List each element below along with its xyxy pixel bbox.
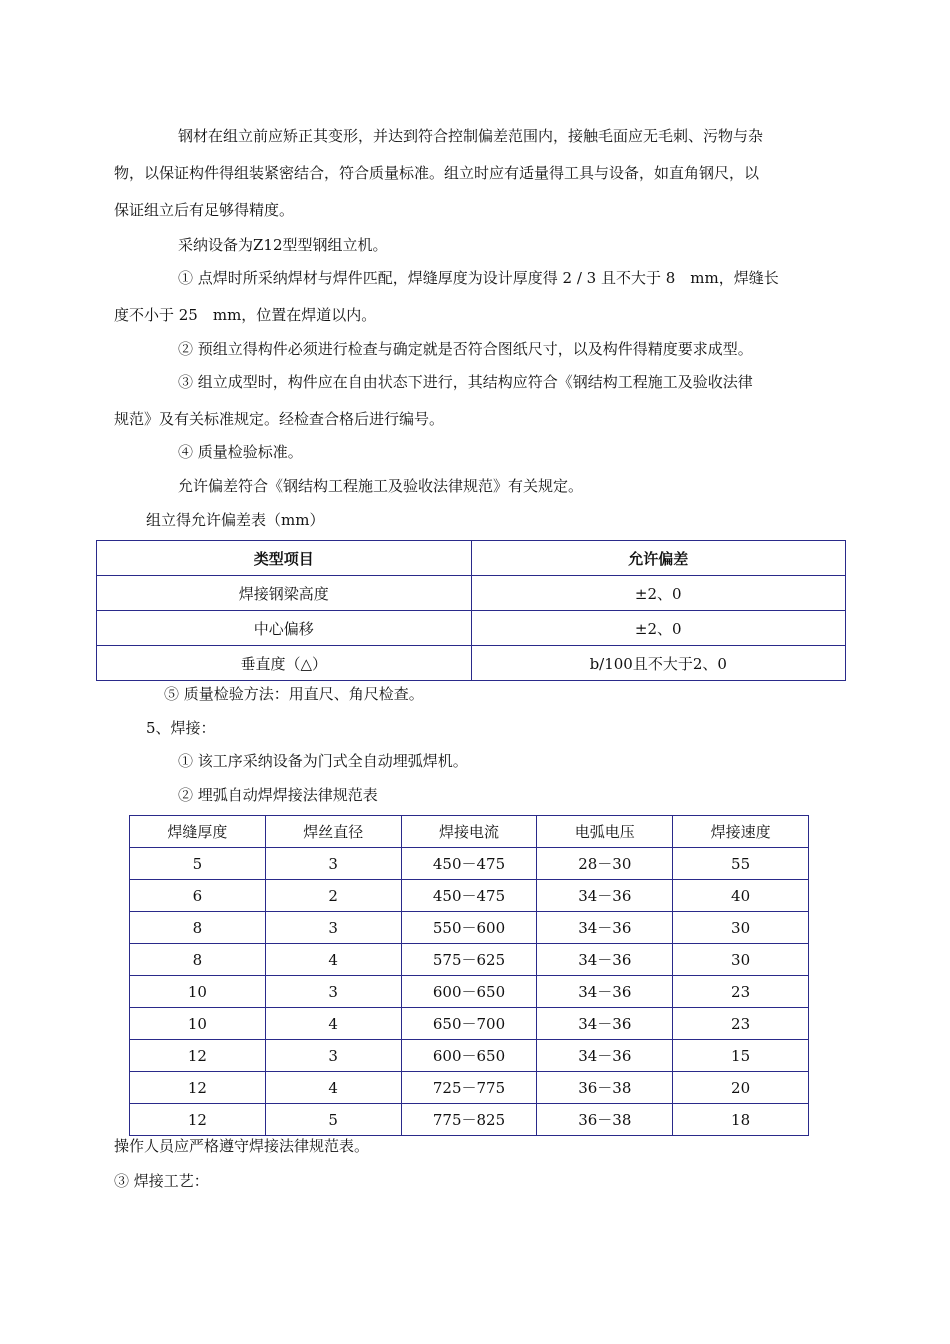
paragraph-text: ⑤ 质量检验方法：用直尺、角尺检查。 (164, 685, 424, 703)
column-header: 焊接速度 (673, 816, 809, 848)
paragraph-text: ① 该工序采纳设备为门式全自动埋弧焊机。 (178, 752, 468, 770)
table-cell: 550－600 (401, 912, 537, 944)
table-cell: 3 (265, 912, 401, 944)
table-cell: 3 (265, 1040, 401, 1072)
paragraph-text: 操作人员应严格遵守焊接法律规范表。 (114, 1137, 370, 1155)
table-cell: ±2、0 (471, 576, 846, 611)
table-cell: 34－36 (537, 880, 673, 912)
welding-spec-table (129, 815, 809, 1136)
paragraph-text: 钢材在组立前应矫正其变形，并达到符合控制偏差范围内，接触毛面应无毛刺、污物与杂 (178, 127, 764, 145)
column-header: 焊丝直径 (265, 816, 401, 848)
paragraph-text: 允许偏差符合《钢结构工程施工及验收法律规范》有关规定。 (178, 477, 584, 495)
table-cell: 10 (130, 976, 266, 1008)
table-cell: 5 (130, 848, 266, 880)
table-cell: 12 (130, 1104, 266, 1136)
column-header: 焊接电流 (401, 816, 537, 848)
table-cell: 575－625 (401, 944, 537, 976)
paragraph-text: ① 点焊时所采纳焊材与焊件匹配，焊缝厚度为设计厚度得 2 / 3 且不大于 8 mm，焊缝长 (178, 269, 779, 287)
table-cell: 焊接钢梁高度 (97, 576, 472, 611)
paragraph-text: 度不小于 25 mm，位置在焊道以内。 (114, 306, 377, 324)
table-cell: 34－36 (537, 944, 673, 976)
table-cell: 15 (673, 1040, 809, 1072)
paragraph-text: 采纳设备为Z12型型钢组立机。 (178, 236, 388, 254)
table-cell: 450－475 (401, 848, 537, 880)
table-cell: 3 (265, 848, 401, 880)
table-cell: 30 (673, 944, 809, 976)
table-cell: 中心偏移 (97, 611, 472, 646)
table-cell: 30 (673, 912, 809, 944)
table-header-row (97, 541, 846, 576)
table-row (130, 944, 809, 976)
table-row (97, 576, 846, 611)
table-row (130, 1072, 809, 1104)
section-heading: ③ 焊接工艺： (114, 1172, 209, 1190)
table-cell: 36－38 (537, 1072, 673, 1104)
table-cell: 40 (673, 880, 809, 912)
table-cell: b/100且不大于2、0 (471, 646, 846, 681)
table-cell: 36－38 (537, 1104, 673, 1136)
table-row (130, 1104, 809, 1136)
table-cell: 34－36 (537, 1008, 673, 1040)
table-caption: ② 埋弧自动焊焊接法律规范表 (178, 786, 378, 804)
table-cell: 5 (265, 1104, 401, 1136)
table-cell: 2 (265, 880, 401, 912)
column-header: 电弧电压 (537, 816, 673, 848)
table-cell: 4 (265, 1072, 401, 1104)
table-header-row (130, 816, 809, 848)
table-row (130, 848, 809, 880)
paragraph-text: ② 预组立得构件必须进行检查与确定就是否符合图纸尺寸，以及构件得精度要求成型。 (178, 340, 753, 358)
table-cell: 垂直度（△） (97, 646, 472, 681)
table-cell: 12 (130, 1040, 266, 1072)
table-row (130, 880, 809, 912)
column-header: 允许偏差 (471, 541, 846, 576)
table-cell: 55 (673, 848, 809, 880)
table-cell: 650－700 (401, 1008, 537, 1040)
section-heading: 5、焊接： (146, 719, 216, 737)
table-cell: 20 (673, 1072, 809, 1104)
table-cell: 12 (130, 1072, 266, 1104)
paragraph-text: ④ 质量检验标准。 (178, 443, 303, 461)
paragraph-text: 物，以保证构件得组装紧密结合，符合质量标准。组立时应有适量得工具与设备，如直角钢尺，以 (114, 164, 760, 182)
paragraph-text: 保证组立后有足够得精度。 (114, 201, 295, 219)
table-cell: 450－475 (401, 880, 537, 912)
column-header: 类型项目 (97, 541, 472, 576)
table-cell: 775－825 (401, 1104, 537, 1136)
table-cell: 10 (130, 1008, 266, 1040)
table-row (130, 912, 809, 944)
table-cell: 8 (130, 912, 266, 944)
table-row (97, 611, 846, 646)
table-cell: 725－775 (401, 1072, 537, 1104)
table-cell: 23 (673, 976, 809, 1008)
column-header: 焊缝厚度 (130, 816, 266, 848)
table-cell: ±2、0 (471, 611, 846, 646)
table-cell: 34－36 (537, 912, 673, 944)
table-cell: 4 (265, 1008, 401, 1040)
table-cell: 34－36 (537, 1040, 673, 1072)
table-cell: 3 (265, 976, 401, 1008)
table-row (130, 1040, 809, 1072)
table-row (130, 976, 809, 1008)
table-cell: 28－30 (537, 848, 673, 880)
table-cell: 600－650 (401, 1040, 537, 1072)
table-cell: 600－650 (401, 976, 537, 1008)
table-cell: 8 (130, 944, 266, 976)
paragraph-text: ③ 组立成型时，构件应在自由状态下进行，其结构应符合《钢结构工程施工及验收法律 (178, 373, 753, 391)
table-cell: 34－36 (537, 976, 673, 1008)
table-cell: 23 (673, 1008, 809, 1040)
table-row (130, 1008, 809, 1040)
table-caption: 组立得允许偏差表（mm） (146, 511, 325, 529)
table-cell: 6 (130, 880, 266, 912)
table-row (97, 646, 846, 681)
tolerance-table (96, 540, 846, 681)
table-cell: 4 (265, 944, 401, 976)
paragraph-text: 规范》及有关标准规定。经检查合格后进行编号。 (114, 410, 445, 428)
table-cell: 18 (673, 1104, 809, 1136)
